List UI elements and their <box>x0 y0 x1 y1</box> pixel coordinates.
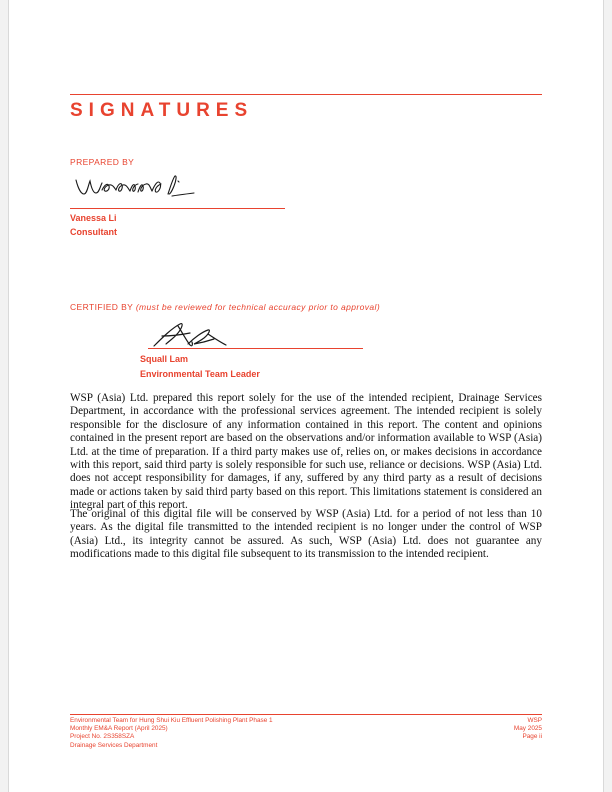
certified-by-label-text: CERTIFIED BY <box>70 302 136 312</box>
title-divider <box>70 94 542 95</box>
footer-client: Drainage Services Department <box>70 741 158 749</box>
footer-date: May 2025 <box>513 725 542 733</box>
footer-right-block <box>514 717 542 742</box>
page-edge-right <box>603 0 612 792</box>
certified-by-role: Environmental Team Leader <box>140 369 260 379</box>
limitations-paragraph: WSP (Asia) Ltd. prepared this report solely for the use of the intended recipient, Drainage Services Department, in accordance with the professional services agreement. The intended recipient is solely responsible for the disclosure of any information contained in this report. The content and opinions contained in the present report are based on the observations and/or information available to WSP (Asia) Ltd. at the time of preparation. If a third party makes use of, relies on, or makes decisions in accordance with this report, said third party is solely responsible for such use, reliance or decisions. WSP (Asia) Ltd. does not accept responsibility for damages, if any, suffered by any third party as a result of decisions made or actions taken by said third party based on this report. This limitations statement is considered an integral part of this report. <box>70 392 542 512</box>
footer-company: WSP <box>527 717 542 724</box>
prepared-by-signature-line <box>70 208 285 209</box>
prepared-by-label: PREPARED BY <box>70 157 135 167</box>
prepared-by-role: Consultant <box>70 227 117 237</box>
certified-by-name: Squall Lam <box>140 354 189 364</box>
footer-project-title: Environmental Team for Hung Shui Kiu Effluent Polishing Plant Phase 1 <box>70 717 273 724</box>
page-edge-left <box>0 0 9 792</box>
footer-report-name: Monthly EM&A Report (April 2025) <box>70 725 168 733</box>
prepared-by-name: Vanessa Li <box>70 213 117 223</box>
certified-by-label-note: (must be reviewed for technical accuracy prior to approval) <box>135 302 381 312</box>
certified-by-label <box>70 302 380 312</box>
page-content <box>70 0 542 792</box>
footer-project-number: Project No. 2S358SZA <box>70 733 135 741</box>
certified-by-signature-line <box>148 348 363 349</box>
page-title: SIGNATURES <box>70 100 254 121</box>
digital-file-paragraph: The original of this digital file will be conserved by WSP (Asia) Ltd. for a period of not less than 10 years. As the digital file transmitted to the intended recipient is no longer under the control of WSP (Asia) Ltd., its integrity cannot be assured. As such, WSP (Asia) Ltd. does not guarantee any modifications made to this digital file subsequent to its transmission to the intended recipient. <box>70 508 542 561</box>
footer-left-block <box>70 717 273 750</box>
prepared-by-signature <box>72 172 202 202</box>
footer-page-number: Page ii <box>522 733 542 741</box>
footer-divider <box>70 714 542 715</box>
